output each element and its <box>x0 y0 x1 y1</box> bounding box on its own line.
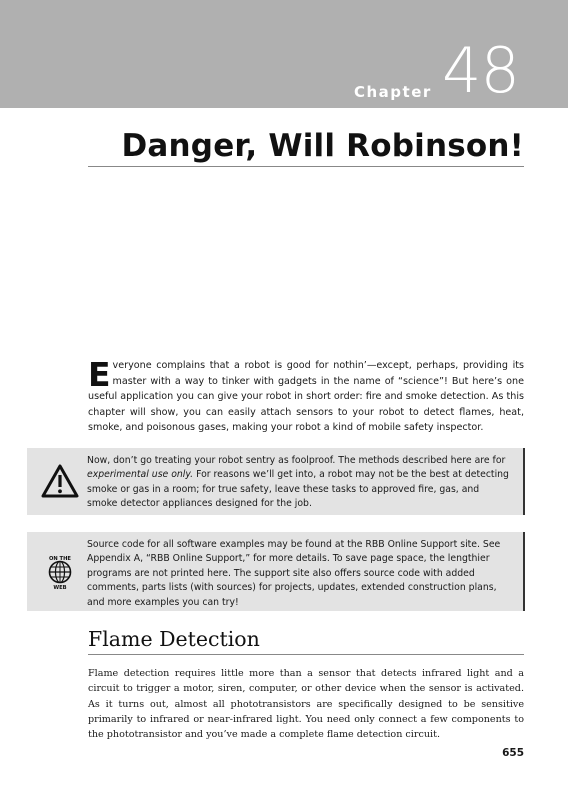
chapter-title: Danger, Will Robinson! <box>121 128 524 164</box>
warning-text-before: Now, don’t go treating your robot sentry as foolproof. The methods described here are for <box>87 455 506 466</box>
chapter-header-band <box>0 0 568 108</box>
warning-note-text <box>87 454 512 512</box>
chapter-label: Chapter <box>354 83 432 101</box>
intro-text: veryone complains that a robot is good for nothin’—except, perhaps, providing its master with a way to tinker with gadgets in the name of “science”! But here’s one useful application you can give your robot in short order: fire and smoke detection. As this chapter will show, you can easily attach sensors to your robot to detect flames, heat, smoke, and poisonous gases, making your robot a kind of mobile safety inspector. <box>88 360 524 433</box>
web-icon-label-top: ON THE <box>49 555 71 562</box>
section-heading: Flame Detection <box>88 627 260 651</box>
warning-emphasis: experimental use only. <box>87 469 194 481</box>
section-divider <box>88 654 524 655</box>
drop-cap: E <box>88 355 111 394</box>
on-the-web-globe-icon <box>41 553 79 591</box>
web-note-text: Source code for all software examples may be found at the RBB Online Support site. See Appendix A, “RBB Online Support,” for more details. To save page space, the lengthier programs are not printed here. The support site also offers source code with added comments, parts lists (with sources) for projects, updates, extended construction plans, and more examples you can try! <box>87 539 501 608</box>
title-divider <box>88 166 524 167</box>
page-number: 655 <box>502 747 524 759</box>
intro-paragraph <box>88 355 524 436</box>
section-paragraph: Flame detection requires little more than a sensor that detects infrared light and a circuit to trigger a motor, siren, computer, or other device when the sensor is activated. As it turns out, almost all phototransistors are specifically designed to be sensitive primarily to infrared or near-infrared light. You need only connect a few components to the phototransistor and you’ve made a complete flame detection circuit. <box>88 668 524 741</box>
warning-triangle-icon <box>41 463 79 501</box>
warning-text-after: For reasons we’ll get into, a robot may not be the best at detecting smoke or gas in a room; for true safety, leave these tasks to approved fire, gas, and smoke detector appliances designed for the job. <box>87 469 509 510</box>
web-note <box>27 532 525 611</box>
warning-note <box>27 448 525 515</box>
web-icon-label-bottom: WEB <box>53 585 67 591</box>
chapter-number: 48 <box>442 34 519 107</box>
